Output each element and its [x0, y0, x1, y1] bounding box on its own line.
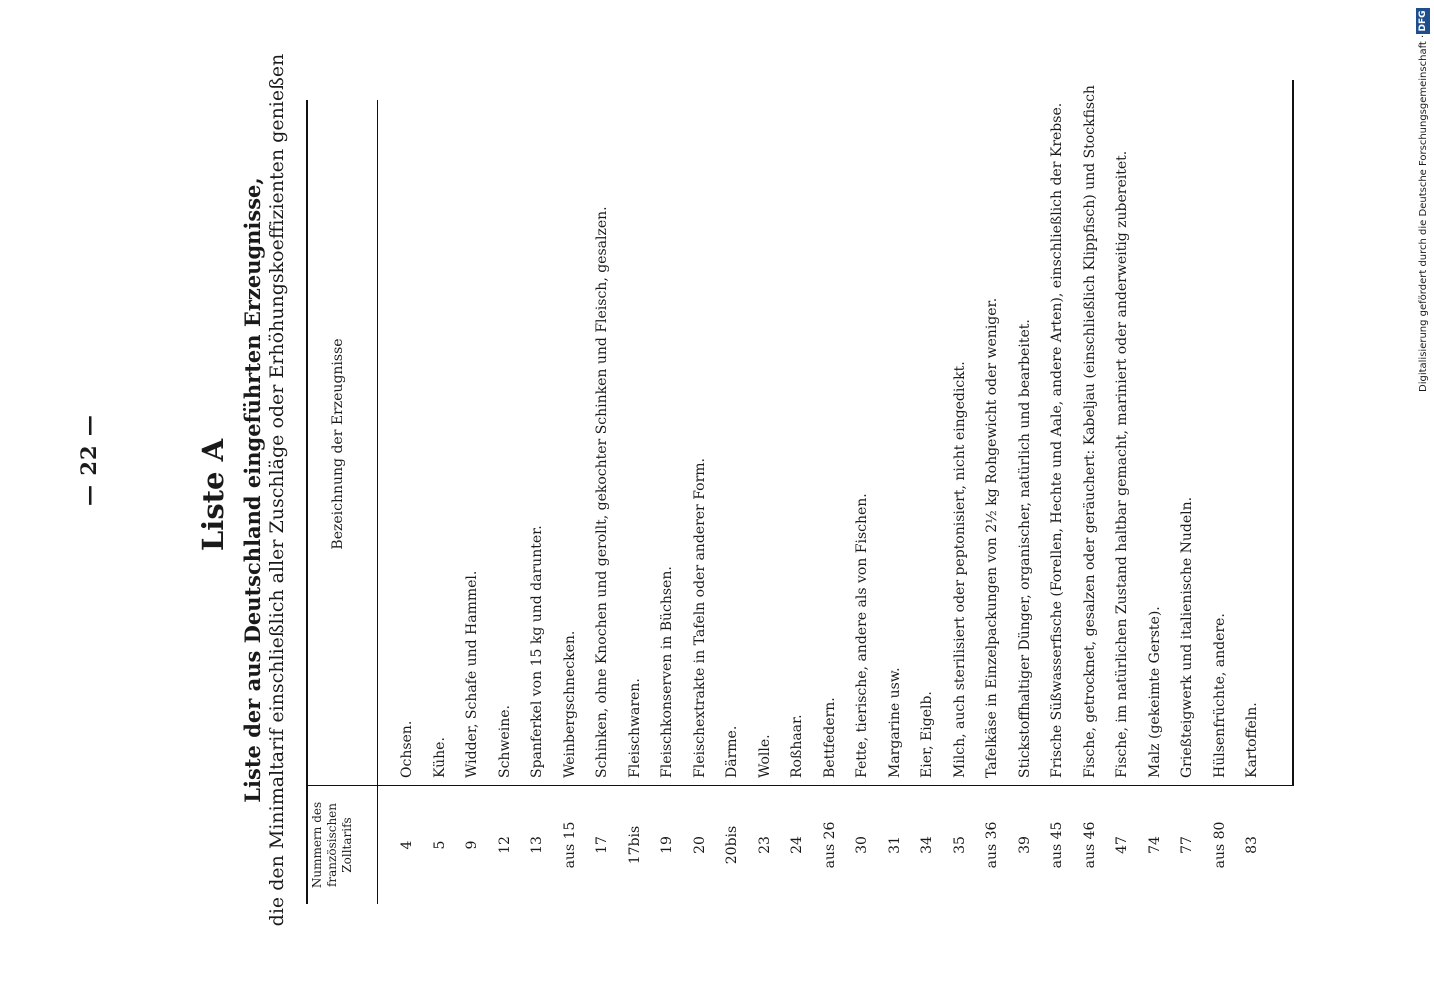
tariff-number: 35 [951, 836, 968, 854]
tariff-number: aus 46 [1081, 821, 1098, 869]
table-row [718, 0, 746, 1000]
table-bottom-rule [1292, 80, 1294, 786]
table-row [686, 0, 714, 1000]
table-row [458, 0, 486, 1000]
tariff-number: 17 [594, 836, 610, 854]
tariff-number: 17bis [626, 825, 643, 865]
tariff-number: 9 [464, 840, 480, 850]
tariff-number: aus 45 [1049, 821, 1065, 869]
tariff-number: aus 36 [984, 821, 1000, 869]
product-description: Tafelkäse in Einzelpackungen von 2½ kg Rohgewicht oder weniger. [984, 297, 1000, 778]
tariff-number: 12 [496, 836, 513, 854]
table-row [491, 0, 519, 1000]
table-row [913, 0, 941, 1000]
product-description: Spanferkel von 15 kg und darunter. [529, 525, 545, 778]
table-header-rule [377, 100, 378, 904]
tariff-number: 4 [399, 840, 415, 850]
table-row [621, 0, 649, 1000]
tariff-number: aus 26 [821, 821, 838, 869]
product-description: Ochsen. [399, 720, 415, 778]
table-row [653, 0, 681, 1000]
tariff-number: 30 [854, 836, 870, 854]
tariff-number: 39 [1016, 836, 1033, 854]
table-row [783, 0, 811, 1000]
table-row [393, 0, 421, 1000]
tariff-number: 5 [431, 840, 448, 850]
page-number: — 22 — [76, 414, 101, 506]
digitization-text: Digitalisierung gefördert durch die Deutsche Forschungsgemeinschaft · [1418, 34, 1429, 392]
dfg-logo: DFG [1416, 8, 1430, 34]
table-row [1108, 0, 1136, 1000]
list-subtitle-line-2: die den Minimaltarif einschließlich aller Zuschläge oder Erhöhungskoeffizienten genießen [266, 53, 288, 927]
table-row [946, 0, 974, 1000]
tariff-number: 24 [789, 836, 805, 854]
product-description: Grießteigwerk und italienische Nudeln. [1179, 496, 1195, 778]
product-description: Schweine. [496, 705, 513, 778]
table-row [1173, 0, 1201, 1000]
product-description: Bettfedern. [821, 697, 838, 778]
tariff-number: 13 [529, 836, 545, 854]
product-description: Widder, Schafe und Hammel. [464, 570, 480, 778]
product-description: Fleischextrakte in Tafeln oder anderer Form. [691, 458, 708, 778]
table-row [1141, 0, 1169, 1000]
column-header-number: Nummern des französischen Zolltarifs [310, 801, 354, 889]
tariff-number: 74 [1146, 836, 1163, 854]
column-header-description: Bezeichnung der Erzeugnisse [330, 338, 346, 550]
product-description: Fleischkonserven in Büchsen. [659, 566, 675, 778]
tariff-number: 77 [1179, 836, 1195, 854]
tariff-number: 31 [886, 836, 903, 854]
table-row [751, 0, 779, 1000]
tariff-number: 83 [1244, 836, 1260, 854]
product-description: Fleischwaren. [626, 678, 643, 778]
table-top-rule [306, 100, 308, 904]
table-row [1238, 0, 1266, 1000]
product-description: Hülsenfrüchte, andere. [1211, 613, 1228, 778]
list-title: Liste A [196, 438, 230, 552]
product-description: Margarine usw. [886, 667, 903, 778]
product-description: Roßhaar. [789, 714, 805, 778]
tariff-number: 34 [919, 836, 935, 854]
product-description: Fette, tierische, andere als von Fischen. [854, 493, 870, 778]
table-row [1043, 0, 1071, 1000]
product-description: Stickstoffhaltiger Dünger, organischer, natürlich und bearbeitet. [1016, 319, 1033, 778]
product-description: Milch, auch sterilisiert oder peptonisiert, nicht eingedickt. [951, 361, 968, 778]
product-description: Fische, getrocknet, gesalzen oder geräuchert: Kabeljau (einschließlich Klippfisch) und Stockfisch [1081, 85, 1098, 778]
product-description: Weinbergschnecken. [561, 630, 578, 778]
product-description: Kühe. [431, 737, 448, 778]
table-row [848, 0, 876, 1000]
tariff-number: aus 15 [561, 821, 578, 869]
table-row [426, 0, 454, 1000]
tariff-number: 20bis [724, 825, 740, 865]
product-description: Därme. [724, 725, 740, 778]
product-description: Wolle. [756, 734, 773, 778]
product-description: Schinken, ohne Knochen und gerollt, gekochter Schinken und Fleisch, gesalzen. [594, 206, 610, 778]
tariff-number: 20 [691, 836, 708, 854]
table-row [556, 0, 584, 1000]
product-description: Malz (gekeimte Gerste). [1146, 606, 1163, 778]
product-description: Frische Süßwasserfische (Forellen, Hechte und Aale, andere Arten), einschließlich der Krebse. [1049, 102, 1065, 778]
table-row [1076, 0, 1104, 1000]
table-row [978, 0, 1006, 1000]
product-description: Kartoffeln. [1244, 702, 1260, 778]
tariff-number: aus 80 [1211, 821, 1228, 869]
table-row [1206, 0, 1234, 1000]
tariff-number: 19 [659, 836, 675, 854]
table-row [816, 0, 844, 1000]
list-subtitle-line-1: Liste der aus Deutschland eingeführten Erzeugnisse, [240, 177, 265, 803]
product-description: Eier, Eigelb. [919, 691, 935, 778]
table-row [881, 0, 909, 1000]
tariff-number: 47 [1114, 836, 1130, 854]
table-row [588, 0, 616, 1000]
tariff-number: 23 [756, 836, 773, 854]
table-row [1011, 0, 1039, 1000]
product-description: Fische, im natürlichen Zustand haltbar gemacht, mariniert oder anderweitig zubereitet. [1114, 150, 1130, 778]
table-row [523, 0, 551, 1000]
